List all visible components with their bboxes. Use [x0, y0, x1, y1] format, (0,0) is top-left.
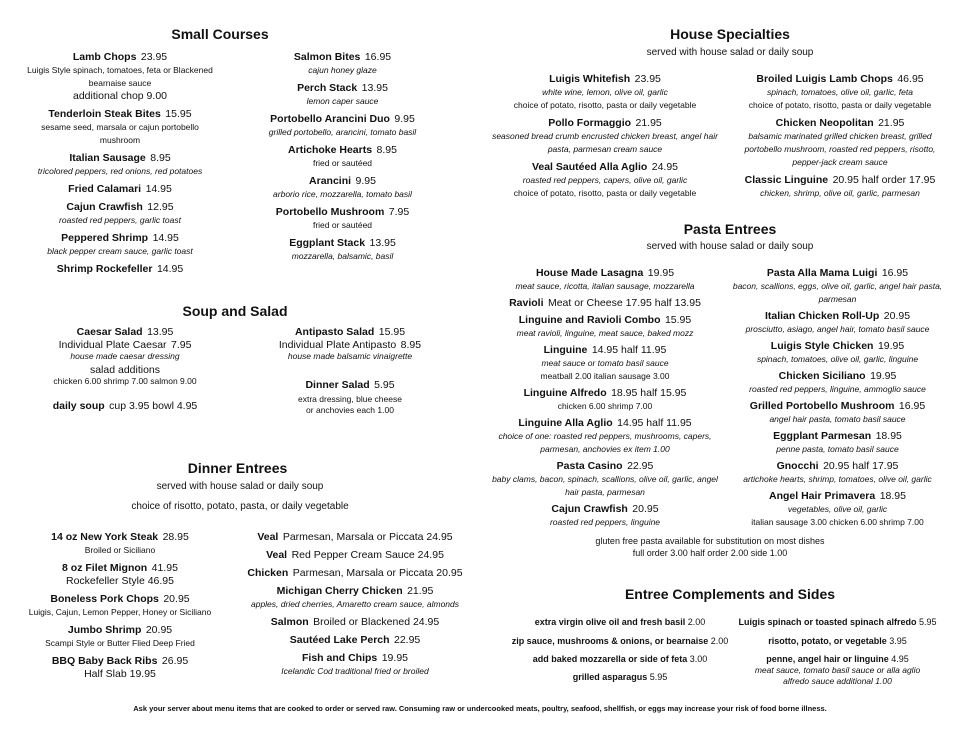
house-specialties-sub: served with house salad or daily soup [646, 47, 814, 58]
menu-item: Angel Hair Primavera 18.95 vegetables, olive oil, garlic italian sausage 3.00 chicken 6.00 shrimp 7.00 [751, 490, 924, 527]
menu-item: 8 oz Filet Mignon 41.95 Rockefeller Style 46.95 [62, 562, 178, 587]
menu-item: Cajun Crawfish 20.95 roasted red peppers, linguine [549, 503, 661, 527]
menu-item: Shrimp Rockefeller 14.95 [56, 263, 184, 275]
complement-item: add baked mozzarella or side of feta 3.00 [532, 654, 708, 664]
menu-item: Italian Chicken Roll-Up 20.95 prosciutto, asiago, angel hair, tomato basil sauce [745, 310, 930, 334]
pasta-entrees-sub: served with house salad or daily soup [646, 241, 814, 252]
menu-item: Lamb Chops 23.95 Luigis Style spinach, tomatoes, feta or Blackened bearnaise sauce additional chop 9.00 [27, 51, 213, 102]
dinner-entrees-right [230, 530, 480, 682]
complements-title: Entree Complements and Sides [624, 586, 836, 602]
soup-salad-left: Caesar Salad 13.95 Individual Plate Caesar 7.95 house made caesar dressing salad additions chicken 6.00 shrimp 7.00 salmon 9.00 daily soup cup 3.95 bowl 4.95 [52, 326, 198, 412]
complement-item: extra virgin olive oil and fresh basil 2.00 [534, 617, 706, 627]
menu-item: Chicken Neopolitan 21.95 balsamic marinated grilled chicken breast, grilled portobello mushroom, roasted red peppers, risotto, pepper-jack cream sauce [744, 117, 936, 167]
menu-item: Pasta Casino 22.95 baby clams, bacon, spinach, scallions, olive oil, garlic, angel hair pasta, parmesan [492, 460, 718, 497]
menu-item: Jumbo Shrimp 20.95 Scampi Style or Butter Flied Deep Fried [45, 624, 195, 648]
menu-item: Luigis Style Chicken 19.95 spinach, tomatoes, olive oil, garlic, linguine [756, 340, 919, 364]
soup-salad-title: Soup and Salad [182, 303, 288, 319]
food-safety-footer: Ask your server about menu items that are cooked to order or served raw. Consuming raw or undercooked meats, poultry, seafood, shellfish, or eggs may increase your risk of food borne illness. [133, 704, 827, 713]
complement-item: Luigis spinach or toasted spinach alfredo 5.95 [738, 617, 937, 627]
menu-item: Linguine and Ravioli Combo 15.95 meat ravioli, linguine, meat sauce, baked mozz [516, 314, 694, 338]
menu-item: Linguine Alla Aglio 14.95 half 11.95 choice of one: roasted red peppers, mushrooms, capers, parmesan, anchovies ex item 1.00 [498, 417, 712, 454]
menu-item: Veal Parmesan, Marsala or Piccata 24.95 [257, 531, 453, 543]
menu-item: Michigan Cherry Chicken 21.95 apples, dried cherries, Amaretto cream sauce, almonds [250, 585, 460, 609]
menu-item: Veal Sautéed Alla Aglio 24.95 roasted red peppers, capers, olive oil, garlic choice of potato, risotto, pasta or daily vegetable [513, 161, 697, 198]
menu-item: Pasta Alla Mama Luigi 16.95 bacon, scallions, eggs, olive oil, garlic, angel hair pasta, parmesan [732, 267, 943, 304]
menu-item: Peppered Shrimp 14.95 black pepper cream sauce, garlic toast [47, 232, 193, 256]
menu-item: Cajun Crawfish 12.95 roasted red peppers, garlic toast [59, 201, 181, 225]
house-specialties-right [730, 72, 950, 204]
complement-item: risotto, potato, or vegetable 3.95 [768, 636, 907, 646]
menu-item: Chicken Siciliano 19.95 roasted red peppers, linguine, ammoglio sauce [749, 370, 926, 394]
menu-item: 14 oz New York Steak 28.95 Broiled or Siciliano [51, 531, 189, 555]
menu-item: BBQ Baby Back Ribs 26.95 Half Slab 19.95 [51, 655, 189, 680]
pasta-entrees-right [720, 266, 955, 532]
menu-item: Sautéed Lake Perch 22.95 [289, 634, 421, 646]
house-specialties-left [480, 72, 730, 204]
house-specialties-title: House Specialties [670, 26, 790, 42]
complement-item: zip sauce, mushrooms & onions, or bearnaise 2.00 [511, 636, 729, 646]
small-courses-left [20, 50, 220, 280]
complement-item: penne, angel hair or linguine 4.95 meat sauce, tomato basil sauce or alla aglio alfredo sauce additional 1.00 [754, 654, 921, 686]
menu-item: Tenderloin Steak Bites 15.95 sesame seed, marsala or cajun portobello mushroom [41, 108, 199, 145]
menu-item: Classic Linguine 20.95 half order 17.95 chicken, shrimp, olive oil, garlic, parmesan [744, 174, 936, 198]
menu-item: Artichoke Hearts 8.95 fried or sautéed [288, 144, 397, 168]
menu-item: Linguine 14.95 half 11.95 meat sauce or tomato basil sauce meatball 2.00 italian sausage 3.00 [540, 344, 670, 381]
complement-item: grilled asparagus 5.95 [572, 672, 668, 682]
dinner-entrees-left [15, 530, 225, 685]
menu-item: Boneless Pork Chops 20.95 Luigis, Cajun, Lemon Pepper, Honey or Siciliano [28, 593, 212, 617]
menu-item: Grilled Portobello Mushroom 16.95 angel hair pasta, tomato basil sauce [749, 400, 926, 424]
dinner-entrees-sub2: choice of risotto, potato, pasta, or daily vegetable [131, 501, 349, 512]
menu-item: Fried Calamari 14.95 [68, 183, 172, 195]
pasta-entrees-left [490, 266, 720, 532]
gluten-free-prices: full order 3.00 half order 2.00 side 1.00 [632, 548, 788, 558]
small-courses-right [245, 50, 440, 267]
menu-item: Portobello Mushroom 7.95 fried or sautéed [275, 206, 410, 230]
menu-item: House Made Lasagna 19.95 meat sauce, ricotta, italian sausage, mozzarella [515, 267, 695, 291]
menu-item: Portobello Arancini Duo 9.95 grilled portobello, arancini, tomato basil [268, 113, 417, 137]
menu-item: Eggplant Parmesan 18.95 penne pasta, tomato basil sauce [773, 430, 902, 454]
menu-item: Luigis Whitefish 23.95 white wine, lemon, olive oil, garlic choice of potato, risotto, pasta or daily vegetable [513, 73, 697, 110]
menu-item: Salmon Bites 16.95 cajun honey glaze [293, 51, 392, 75]
menu-item: Italian Sausage 8.95 tricolored peppers, red onions, red potatoes [37, 152, 203, 176]
menu-item: Fish and Chips 19.95 Icelandic Cod traditional fried or broiled [281, 652, 429, 676]
menu-item: Eggplant Stack 13.95 mozzarella, balsamic, basil [289, 237, 396, 261]
menu-item: Perch Stack 13.95 lemon caper sauce [297, 82, 388, 106]
pasta-entrees-title: Pasta Entrees [683, 221, 777, 237]
menu-item: Veal Red Pepper Cream Sauce 24.95 [266, 549, 444, 561]
menu-item: Pollo Formaggio 21.95 seasoned bread crumb encrusted chicken breast, angel hair pasta, parmesan cream sauce [492, 117, 718, 154]
dinner-entrees-sub1: served with house salad or daily soup [156, 481, 324, 492]
menu-item: Gnocchi 20.95 half 17.95 artichoke hearts, shrimp, tomatoes, olive oil, garlic [743, 460, 932, 484]
menu-item: Linguine Alfredo 18.95 half 15.95 chicken 6.00 shrimp 7.00 [523, 387, 687, 411]
dinner-entrees-title: Dinner Entrees [187, 460, 288, 476]
menu-item: Ravioli Meat or Cheese 17.95 half 13.95 [509, 297, 701, 309]
gluten-free-note: gluten free pasta available for substitution on most dishes [595, 536, 825, 546]
menu-item: Arancini 9.95 arborio rice, mozzarella, tomato basil [273, 175, 412, 199]
menu-item: Salmon Broiled or Blackened 24.95 [270, 616, 440, 628]
small-courses-title: Small Courses [171, 26, 269, 42]
soup-salad-right: Antipasto Salad 15.95 Individual Plate Antipasto 8.95 house made balsamic vinaigrette Dinner Salad 5.95 extra dressing, blue cheese or anchovies each 1.00 [278, 326, 422, 415]
menu-item: Chicken Parmesan, Marsala or Piccata 20.95 [247, 567, 463, 579]
menu-item: Broiled Luigis Lamb Chops 46.95 spinach, tomatoes, olive oil, garlic, feta choice of potato, risotto, pasta or daily vegetable [748, 73, 932, 110]
